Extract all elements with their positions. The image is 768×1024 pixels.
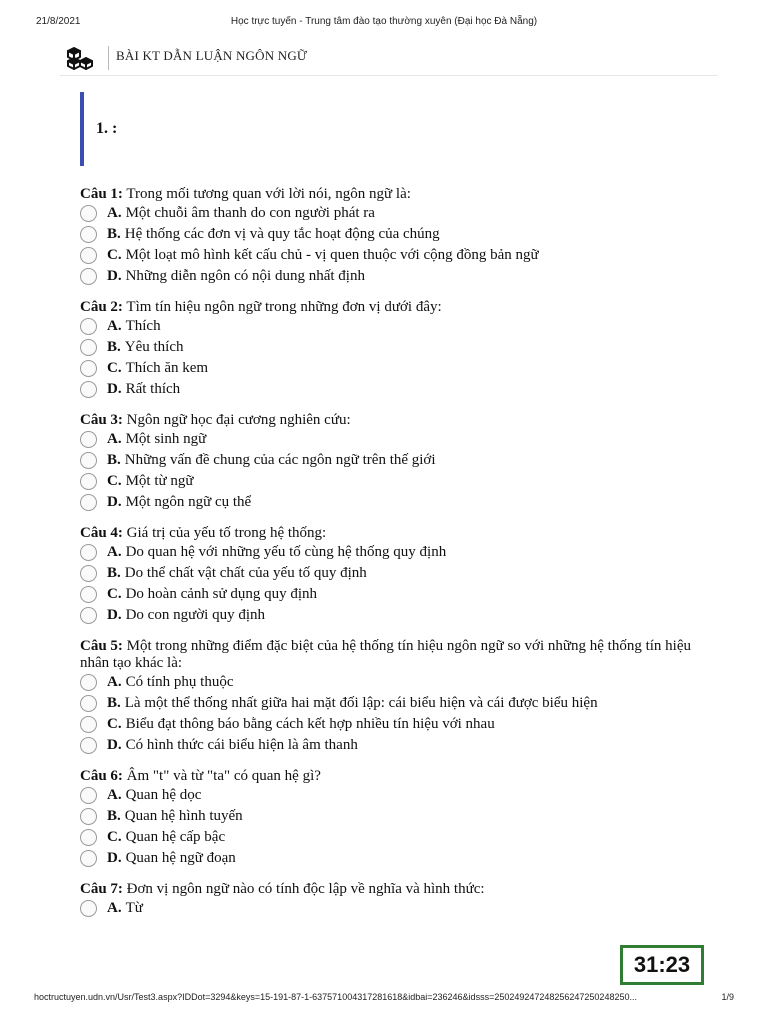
- answer-radio[interactable]: [80, 226, 97, 243]
- answer-radio[interactable]: [80, 674, 97, 691]
- option-text: Quan hệ cấp bậc: [125, 829, 226, 845]
- option-letter: A.: [107, 205, 122, 221]
- answer-option[interactable]: [80, 542, 720, 563]
- answer-option[interactable]: [80, 714, 720, 735]
- answer-option[interactable]: [80, 563, 720, 584]
- answer-option[interactable]: [80, 806, 720, 827]
- question-text: [80, 525, 720, 542]
- answer-option[interactable]: [80, 266, 720, 287]
- question-number: Câu 3:: [80, 412, 123, 428]
- cubes-icon[interactable]: [66, 46, 94, 70]
- question-list: [80, 186, 720, 931]
- question-prompt: Tìm tín hiệu ngôn ngữ trong những đơn vị dưới đây:: [126, 299, 442, 315]
- option-text: Là một thể thống nhất giữa hai mặt đối lập: cái biểu hiện và cái được biểu hiện: [124, 695, 598, 711]
- option-letter: B.: [107, 808, 121, 824]
- section-accent-bar: [80, 92, 84, 166]
- option-letter: D.: [107, 850, 122, 866]
- option-text: Do thể chất vật chất của yếu tố quy định: [124, 565, 367, 581]
- option-letter: C.: [107, 829, 122, 845]
- answer-option[interactable]: [80, 848, 720, 869]
- print-page-title: Học trực tuyến - Trung tâm đào tạo thường xuyên (Đại học Đà Nẵng): [230, 16, 538, 27]
- answer-option[interactable]: [80, 358, 720, 379]
- option-letter: C.: [107, 247, 122, 263]
- option-letter: A.: [107, 674, 122, 690]
- course-title: BÀI KT DẪN LUẬN NGÔN NGỮ: [116, 48, 308, 63]
- answer-option[interactable]: [80, 245, 720, 266]
- option-letter: D.: [107, 381, 122, 397]
- answer-radio[interactable]: [80, 381, 97, 398]
- question-block: [80, 412, 720, 513]
- question-block: [80, 186, 720, 287]
- answer-radio[interactable]: [80, 787, 97, 804]
- question-text: [80, 638, 720, 672]
- question-text: [80, 186, 720, 203]
- option-letter: C.: [107, 586, 122, 602]
- answer-radio[interactable]: [80, 695, 97, 712]
- answer-radio[interactable]: [80, 900, 97, 917]
- question-prompt: Đơn vị ngôn ngữ nào có tính độc lập về nghĩa và hình thức:: [126, 881, 485, 897]
- question-prompt: Một trong những điểm đặc biệt của hệ thống tín hiệu ngôn ngữ so với những hệ thống tín hiệu nhân tạo khác là:: [80, 638, 692, 671]
- answer-radio[interactable]: [80, 360, 97, 377]
- answer-option[interactable]: [80, 429, 720, 450]
- question-number: Câu 5:: [80, 638, 123, 654]
- answer-option[interactable]: [80, 337, 720, 358]
- option-text: Từ: [125, 900, 143, 916]
- option-text: Có hình thức cái biểu hiện là âm thanh: [125, 737, 358, 753]
- option-letter: B.: [107, 695, 121, 711]
- question-number: Câu 4:: [80, 525, 123, 541]
- option-text: Có tính phụ thuộc: [125, 674, 234, 690]
- option-text: Do quan hệ với những yếu tố cùng hệ thống quy định: [125, 544, 447, 560]
- answer-option[interactable]: [80, 316, 720, 337]
- question-text: [80, 412, 720, 429]
- question-number: Câu 7:: [80, 881, 123, 897]
- option-letter: B.: [107, 565, 121, 581]
- option-text: Một loạt mô hình kết cấu chủ - vị quen thuộc với cộng đồng bản ngữ: [125, 247, 539, 263]
- answer-radio[interactable]: [80, 829, 97, 846]
- question-text: [80, 768, 720, 785]
- answer-radio[interactable]: [80, 339, 97, 356]
- option-text: Quan hệ ngữ đoạn: [125, 850, 236, 866]
- question-text: [80, 299, 720, 316]
- print-url: hoctructuyen.udn.vn/Usr/Test3.aspx?IDDot=3294&keys=15-191-87-1-637571004317281618&idbai=236246&idsss=250249247248256247250248250...: [34, 992, 637, 1002]
- option-letter: D.: [107, 737, 122, 753]
- option-letter: A.: [107, 318, 122, 334]
- option-letter: C.: [107, 716, 122, 732]
- section-header: [80, 92, 680, 166]
- option-text: Hệ thống các đơn vị và quy tắc hoạt động của chúng: [124, 226, 440, 242]
- option-text: Một sinh ngữ: [125, 431, 207, 447]
- option-text: Quan hệ hình tuyến: [124, 808, 243, 824]
- option-text: Do hoàn cảnh sử dụng quy định: [125, 586, 318, 602]
- answer-option[interactable]: [80, 492, 720, 513]
- answer-option[interactable]: [80, 584, 720, 605]
- option-letter: D.: [107, 607, 122, 623]
- answer-option[interactable]: [80, 379, 720, 400]
- answer-radio[interactable]: [80, 318, 97, 335]
- option-letter: D.: [107, 494, 122, 510]
- option-text: Những vấn đề chung của các ngôn ngữ trên thế giới: [124, 452, 436, 468]
- answer-radio[interactable]: [80, 586, 97, 603]
- question-number: Câu 6:: [80, 768, 123, 784]
- option-letter: D.: [107, 268, 122, 284]
- print-header: [0, 16, 768, 32]
- question-number: Câu 1:: [80, 186, 123, 202]
- answer-option[interactable]: [80, 471, 720, 492]
- option-text: Những diễn ngôn có nội dung nhất định: [125, 268, 365, 284]
- answer-radio[interactable]: [80, 268, 97, 285]
- option-letter: C.: [107, 360, 122, 376]
- option-letter: B.: [107, 452, 121, 468]
- print-footer: [0, 992, 768, 1008]
- question-block: [80, 299, 720, 400]
- answer-option[interactable]: [80, 450, 720, 471]
- option-text: Do con người quy định: [125, 607, 265, 623]
- option-letter: A.: [107, 900, 122, 916]
- answer-option[interactable]: [80, 898, 720, 919]
- question-block: [80, 768, 720, 869]
- question-text: [80, 881, 720, 898]
- answer-option[interactable]: [80, 827, 720, 848]
- option-text: Thích: [125, 318, 161, 334]
- option-text: Một từ ngữ: [125, 473, 194, 489]
- answer-radio[interactable]: [80, 247, 97, 264]
- topbar-divider: [108, 46, 109, 70]
- answer-radio[interactable]: [80, 850, 97, 867]
- answer-radio[interactable]: [80, 716, 97, 733]
- option-text: Yêu thích: [124, 339, 184, 355]
- option-text: Rất thích: [125, 381, 181, 397]
- option-letter: A.: [107, 431, 122, 447]
- option-letter: A.: [107, 787, 122, 803]
- option-text: Một ngôn ngữ cụ thể: [125, 494, 252, 510]
- answer-option[interactable]: [80, 672, 720, 693]
- answer-radio[interactable]: [80, 544, 97, 561]
- question-number: Câu 2:: [80, 299, 123, 315]
- question-block: [80, 525, 720, 626]
- topbar: [60, 40, 718, 76]
- question-prompt: Giá trị của yếu tố trong hệ thống:: [126, 525, 327, 541]
- answer-radio[interactable]: [80, 205, 97, 222]
- question-prompt: Âm "t" và từ "ta" có quan hệ gì?: [126, 768, 321, 784]
- answer-option[interactable]: [80, 785, 720, 806]
- option-letter: B.: [107, 339, 121, 355]
- answer-radio[interactable]: [80, 452, 97, 469]
- answer-radio[interactable]: [80, 808, 97, 825]
- option-text: Thích ăn kem: [125, 360, 209, 376]
- option-letter: B.: [107, 226, 121, 242]
- answer-option[interactable]: [80, 224, 720, 245]
- answer-option[interactable]: [80, 605, 720, 626]
- option-text: Một chuỗi âm thanh do con người phát ra: [125, 205, 375, 221]
- option-text: Quan hệ dọc: [125, 787, 202, 803]
- answer-radio[interactable]: [80, 607, 97, 624]
- question-prompt: Trong mối tương quan với lời nói, ngôn ngữ là:: [126, 186, 411, 202]
- answer-radio[interactable]: [80, 431, 97, 448]
- countdown-timer: 31:23: [620, 945, 704, 985]
- option-letter: A.: [107, 544, 122, 560]
- answer-radio[interactable]: [80, 565, 97, 582]
- option-text: Biểu đạt thông báo bằng cách kết hợp nhiều tín hiệu với nhau: [125, 716, 495, 732]
- print-date: 21/8/2021: [36, 16, 81, 27]
- question-block: [80, 881, 720, 919]
- answer-option[interactable]: [80, 203, 720, 224]
- answer-radio[interactable]: [80, 473, 97, 490]
- answer-radio[interactable]: [80, 737, 97, 754]
- question-block: [80, 638, 720, 756]
- answer-option[interactable]: [80, 735, 720, 756]
- print-page-number: 1/9: [721, 992, 734, 1002]
- answer-option[interactable]: [80, 693, 720, 714]
- answer-radio[interactable]: [80, 494, 97, 511]
- question-prompt: Ngôn ngữ học đại cương nghiên cứu:: [126, 412, 351, 428]
- option-letter: C.: [107, 473, 122, 489]
- section-title: 1. :: [96, 120, 118, 137]
